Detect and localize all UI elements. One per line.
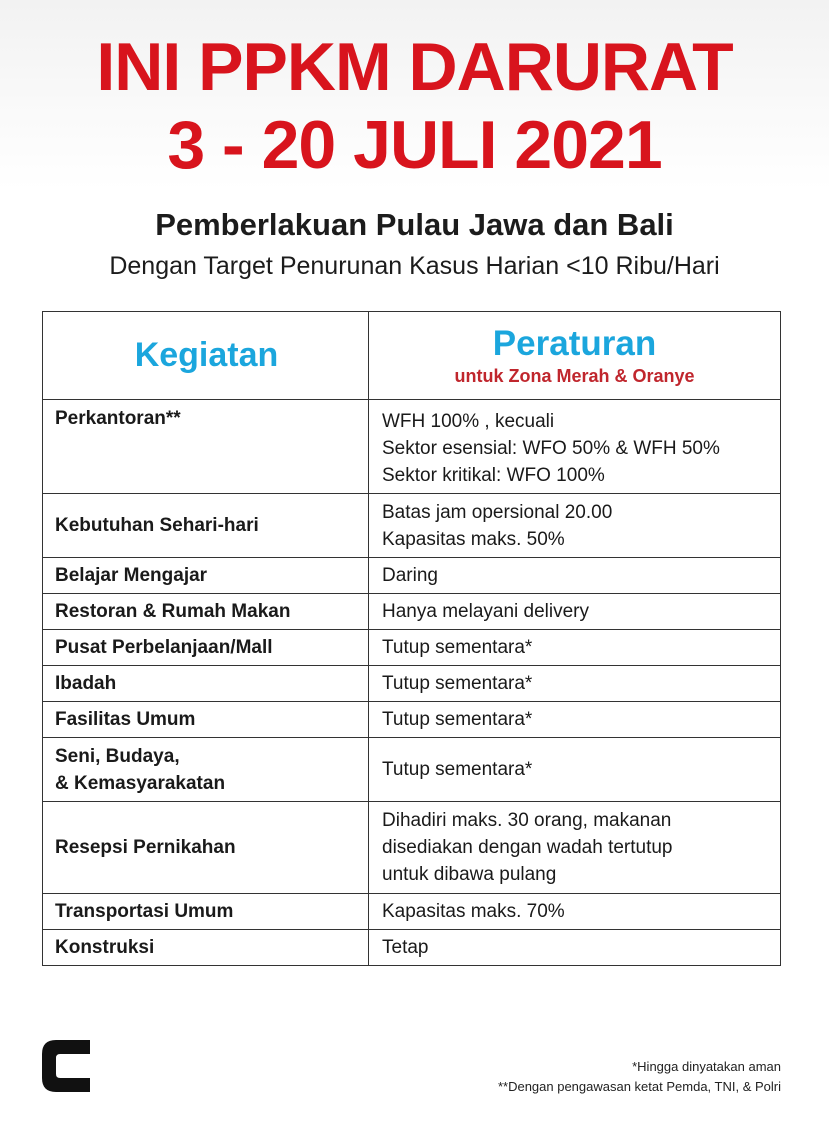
activity-cell	[43, 738, 369, 802]
rule-line: Batas jam opersional 20.00	[382, 501, 613, 523]
activity-cell: Fasilitas Umum	[43, 702, 369, 738]
headline-line2: 3 - 20 JULI 2021	[167, 107, 662, 183]
table-header-row	[43, 312, 781, 400]
activity-cell: Konstruksi	[43, 930, 369, 966]
rule-line: Sektor esensial: WFO 50% & WFH 50%	[382, 438, 720, 459]
headline-line1: INI PPKM DARURAT	[96, 29, 733, 105]
rule-cell: Tetap	[369, 930, 781, 966]
rule-cell: Tutup sementara*	[369, 630, 781, 666]
rule-cell: Daring	[369, 558, 781, 594]
activity-cell: Transportasi Umum	[43, 894, 369, 930]
table-row	[43, 594, 781, 630]
activity-cell: Restoran & Rumah Makan	[43, 594, 369, 630]
activity-cell: Ibadah	[43, 666, 369, 702]
rule-cell: Tutup sementara*	[369, 738, 781, 802]
rules-table	[42, 311, 781, 966]
activity-cell: Resepsi Pernikahan	[43, 802, 369, 894]
footnotes	[498, 1057, 781, 1097]
rule-line: Kapasitas maks. 50%	[382, 528, 565, 550]
table-row	[43, 630, 781, 666]
activity-cell: Belajar Mengajar	[43, 558, 369, 594]
rule-line: WFH 100% , kecuali	[382, 411, 555, 432]
table-row	[43, 666, 781, 702]
headline	[0, 28, 829, 184]
header-peraturan-subtitle: untuk Zona Merah & Oranye	[454, 365, 695, 386]
table-row	[43, 494, 781, 558]
footnote-2: **Dengan pengawasan ketat Pemda, TNI, & Polri	[497, 1079, 781, 1094]
activity-cell: Pusat Perbelanjaan/Mall	[43, 630, 369, 666]
activity-cell: Perkantoran**	[43, 400, 369, 494]
table-row	[43, 802, 781, 894]
table-row	[43, 894, 781, 930]
table-row	[43, 930, 781, 966]
rule-cell	[369, 400, 781, 494]
footnote-1: *Hingga dinyatakan aman	[632, 1059, 781, 1074]
activity-cell: Kebutuhan Sehari-hari	[43, 494, 369, 558]
header-peraturan-title: Peraturan	[492, 323, 657, 363]
table-row	[43, 738, 781, 802]
page-subtitle: Pemberlakuan Pulau Jawa dan Bali	[155, 207, 674, 242]
rule-cell: Kapasitas maks. 70%	[369, 894, 781, 930]
table-row	[43, 558, 781, 594]
rule-cell: Hanya melayani delivery	[369, 594, 781, 630]
rule-line: disediakan dengan wadah tertutup	[382, 837, 673, 858]
activity-line: Seni, Budaya,	[55, 745, 180, 767]
rule-cell: Tutup sementara*	[369, 666, 781, 702]
rule-cell	[369, 802, 781, 894]
table-row	[43, 400, 781, 494]
page-subtitle-target: Dengan Target Penurunan Kasus Harian <10 Ribu/Hari	[109, 252, 720, 280]
table-row	[43, 702, 781, 738]
rule-cell: Tutup sementara*	[369, 702, 781, 738]
rule-line: Sektor kritikal: WFO 100%	[382, 465, 605, 486]
header-peraturan	[369, 312, 781, 400]
activity-line: & Kemasyarakatan	[55, 772, 226, 794]
rule-cell	[369, 494, 781, 558]
rule-line: Dihadiri maks. 30 orang, makanan	[382, 810, 672, 831]
header-kegiatan: Kegiatan	[43, 312, 369, 400]
rule-line: untuk dibawa pulang	[382, 864, 557, 885]
c-logo-icon	[42, 1040, 92, 1092]
